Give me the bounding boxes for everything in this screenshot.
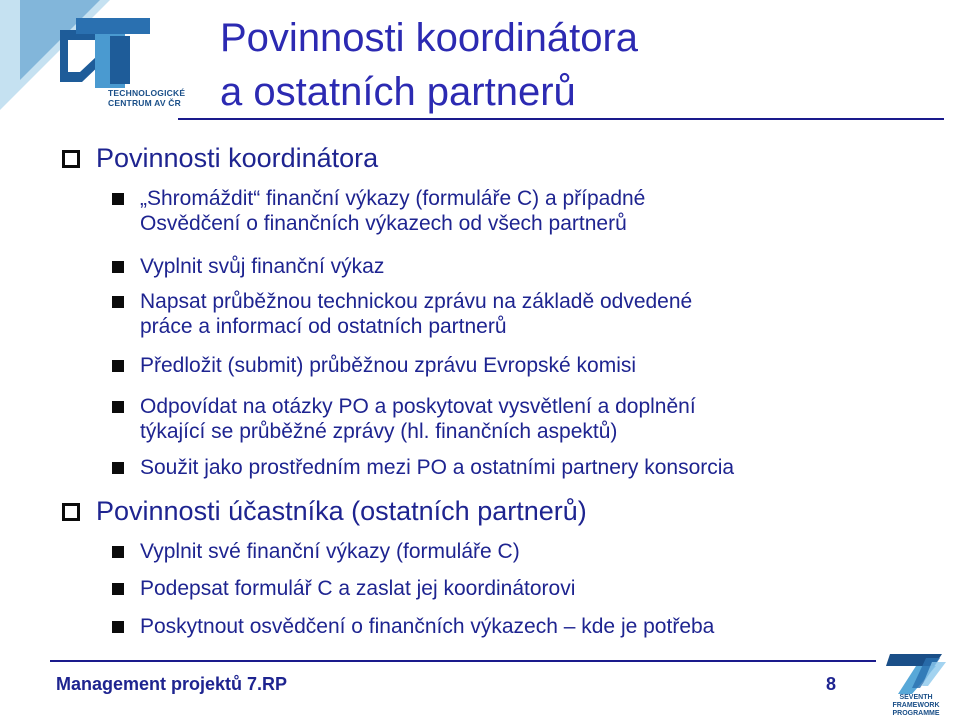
title-divider — [178, 118, 944, 120]
technologicke-centrum-logo-text: TECHNOLOGICKÉ CENTRUM AV ČR — [108, 88, 186, 108]
list-item-text: Podepsat formulář C a zaslat jej koordinátorovi — [140, 577, 576, 600]
list-item-text: Napsat průběžnou technickou zprávu na základě odvedené práce a informací od ostatních partnerů — [140, 290, 693, 338]
list-item-text: Odpovídat na otázky PO a poskytovat vysvětlení a doplnění týkající se průběžné zprávy (hl. finančních aspektů) — [140, 395, 696, 443]
hollow-square-bullet-icon — [62, 503, 80, 521]
footer-title: Management projektů 7.RP — [56, 674, 288, 694]
square-bullet-icon — [112, 546, 124, 558]
list-item-text: Vyplnit svůj finanční výkaz — [140, 255, 385, 278]
list-item-text: Vyplnit své finanční výkazy (formuláře C) — [140, 540, 520, 563]
square-bullet-icon — [112, 401, 124, 413]
square-bullet-icon — [112, 462, 124, 474]
square-bullet-icon — [112, 261, 124, 273]
page-title-line-2: a ostatních partnerů — [220, 70, 576, 114]
square-bullet-icon — [112, 193, 124, 205]
seventh-framework-programme-logo-text: SEVENTH FRAMEWORK PROGRAMME — [892, 694, 940, 717]
page-title-line-1: Povinnosti koordinátora — [220, 16, 639, 60]
hollow-square-bullet-icon — [62, 150, 80, 168]
square-bullet-icon — [112, 621, 124, 633]
list-item-text: „Shromáždit“ finanční výkazy (formuláře C) a případné Osvědčení o finančních výkazech od všech partnerů — [140, 187, 646, 235]
square-bullet-icon — [112, 583, 124, 595]
square-bullet-icon — [112, 296, 124, 308]
list-item-text: Poskytnout osvědčení o finančních výkazech – kde je potřeba — [140, 615, 715, 638]
section-heading-text: Povinnosti účastníka (ostatních partnerů) — [96, 496, 587, 526]
page-number: 8 — [826, 674, 837, 694]
list-item-text: Soužit jako prostředním mezi PO a ostatními partnery konsorcia — [140, 456, 735, 479]
section-heading-text: Povinnosti koordinátora — [96, 143, 379, 173]
list-item-text: Předložit (submit) průběžnou zprávu Evropské komisi — [140, 354, 637, 377]
square-bullet-icon — [112, 360, 124, 372]
footer-divider — [50, 660, 876, 662]
